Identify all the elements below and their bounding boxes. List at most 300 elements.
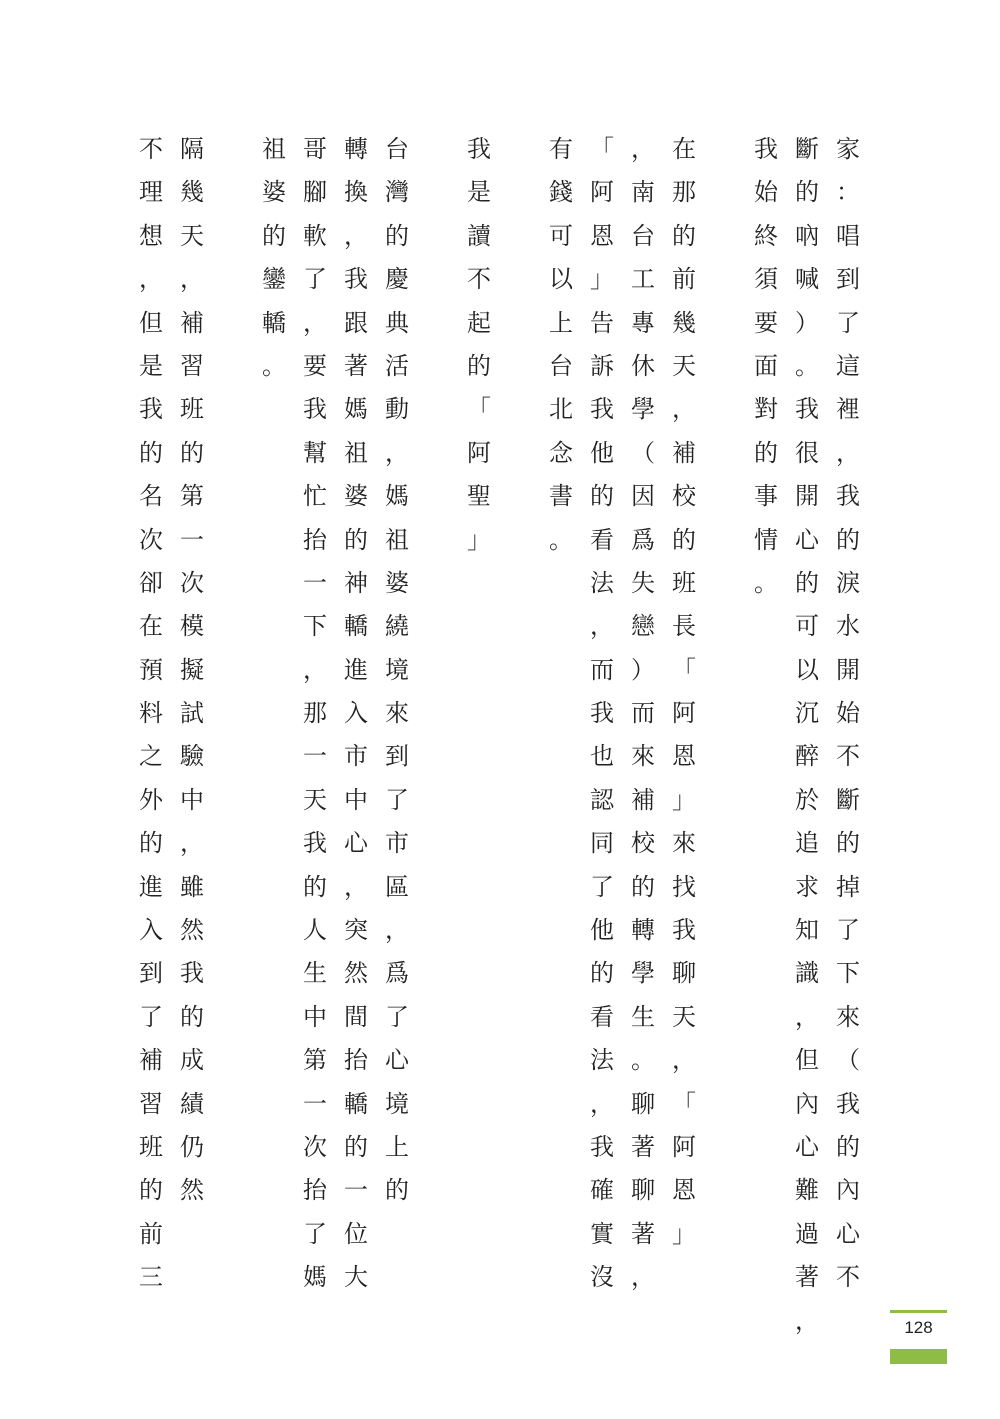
text-char: 起 bbox=[467, 308, 491, 337]
text-char: 驗 bbox=[180, 742, 204, 771]
text-char: 前 bbox=[672, 265, 696, 294]
text-char: ， bbox=[180, 829, 204, 858]
text-char: 生 bbox=[631, 1002, 655, 1031]
text-char: 「 bbox=[467, 395, 491, 424]
text-char: 要 bbox=[303, 351, 327, 380]
text-char: 次 bbox=[139, 525, 163, 554]
text-char: 的 bbox=[344, 525, 368, 554]
text-char: 幫 bbox=[303, 438, 327, 467]
text-char: 認 bbox=[590, 785, 614, 814]
text-char: 我 bbox=[590, 699, 614, 728]
text-char: ， bbox=[631, 135, 655, 163]
text-char: 祖 bbox=[344, 438, 368, 467]
text-char: 戀 bbox=[631, 612, 655, 641]
text-char: 難 bbox=[795, 1176, 819, 1205]
text-char: 在 bbox=[139, 612, 163, 641]
text-char: 我 bbox=[590, 1132, 614, 1161]
text-char: 幾 bbox=[180, 178, 204, 207]
text-column bbox=[254, 128, 294, 388]
text-char: 事 bbox=[754, 482, 778, 511]
page-number: 128 bbox=[904, 1318, 933, 1337]
text-char: ， bbox=[795, 1306, 819, 1335]
text-char: 卻 bbox=[139, 568, 163, 597]
text-char: 以 bbox=[549, 265, 573, 294]
text-char: 班 bbox=[672, 568, 696, 597]
text-char: 校 bbox=[672, 482, 696, 511]
text-char: 」 bbox=[672, 785, 696, 814]
text-char: 我 bbox=[467, 135, 491, 163]
text-char: 的 bbox=[836, 525, 860, 554]
text-char: 婆 bbox=[344, 482, 368, 511]
text-char: 有 bbox=[549, 135, 573, 163]
text-char: 了 bbox=[385, 785, 409, 814]
text-char: 求 bbox=[795, 872, 819, 901]
text-char: 境 bbox=[385, 655, 409, 684]
text-char: 看 bbox=[590, 1002, 614, 1031]
text-char: 專 bbox=[631, 308, 655, 337]
text-char: 入 bbox=[139, 916, 163, 945]
text-char: 間 bbox=[344, 1002, 368, 1031]
text-column bbox=[787, 128, 827, 1343]
text-char: 的 bbox=[303, 872, 327, 901]
text-char: 大 bbox=[344, 1263, 368, 1292]
text-char: 哥 bbox=[303, 135, 327, 163]
text-char: 實 bbox=[590, 1219, 614, 1248]
text-char: 一 bbox=[344, 1176, 368, 1205]
text-char: 找 bbox=[672, 872, 696, 901]
text-char: 天 bbox=[672, 1002, 696, 1031]
text-char: 跟 bbox=[344, 308, 368, 337]
text-char: 很 bbox=[795, 438, 819, 467]
text-char: 」 bbox=[590, 265, 614, 294]
text-char: 。 bbox=[262, 351, 286, 380]
text-char: 我 bbox=[139, 395, 163, 424]
text-char: ， bbox=[672, 1046, 696, 1075]
text-char: ， bbox=[672, 395, 696, 424]
text-char: 仍 bbox=[180, 1132, 204, 1161]
text-char: 區 bbox=[385, 872, 409, 901]
text-char: 成 bbox=[180, 1046, 204, 1075]
text-char: 著 bbox=[631, 1219, 655, 1248]
text-char: 阿 bbox=[467, 438, 491, 467]
text-char: 雖 bbox=[180, 872, 204, 901]
text-char: 的 bbox=[344, 1132, 368, 1161]
text-char: 因 bbox=[631, 482, 655, 511]
text-char: 始 bbox=[754, 178, 778, 207]
text-char: 恩 bbox=[672, 1176, 696, 1205]
text-char: 補 bbox=[139, 1046, 163, 1075]
text-char: 鑾 bbox=[262, 265, 286, 294]
text-char: 看 bbox=[590, 525, 614, 554]
text-char: 補 bbox=[180, 308, 204, 337]
text-char: 市 bbox=[344, 742, 368, 771]
text-char: 抬 bbox=[344, 1046, 368, 1075]
text-char: 轎 bbox=[344, 612, 368, 641]
text-char: 之 bbox=[139, 742, 163, 771]
text-char: 料 bbox=[139, 699, 163, 728]
text-char: 同 bbox=[590, 829, 614, 858]
text-char: 那 bbox=[672, 178, 696, 207]
text-char: 習 bbox=[180, 351, 204, 380]
text-char: 習 bbox=[139, 1089, 163, 1118]
text-char: 抬 bbox=[303, 525, 327, 554]
text-char: 書 bbox=[549, 482, 573, 511]
text-char: 淚 bbox=[836, 568, 860, 597]
text-char: 「 bbox=[672, 1089, 696, 1118]
text-char: 境 bbox=[385, 1089, 409, 1118]
text-char: 爲 bbox=[385, 959, 409, 988]
text-char: 典 bbox=[385, 308, 409, 337]
text-char: 擬 bbox=[180, 655, 204, 684]
text-char: 模 bbox=[180, 612, 204, 641]
text-char: 爲 bbox=[631, 525, 655, 554]
text-char: 。 bbox=[754, 568, 778, 597]
text-char: 南 bbox=[631, 178, 655, 207]
text-char: ， bbox=[836, 438, 860, 467]
text-char: 來 bbox=[385, 699, 409, 728]
text-char: （ bbox=[631, 438, 655, 467]
text-char: 也 bbox=[590, 742, 614, 771]
text-column bbox=[582, 128, 622, 1300]
text-char: 聖 bbox=[467, 482, 491, 511]
text-char: 。 bbox=[795, 351, 819, 380]
text-char: 吶 bbox=[795, 221, 819, 250]
text-char: 的 bbox=[467, 351, 491, 380]
text-char: 聊 bbox=[672, 959, 696, 988]
text-char: ） bbox=[795, 308, 819, 337]
text-char: 神 bbox=[344, 568, 368, 597]
text-char: 然 bbox=[344, 959, 368, 988]
text-column bbox=[746, 128, 786, 605]
text-char: 入 bbox=[344, 699, 368, 728]
text-char: ， bbox=[180, 265, 204, 294]
text-char: 的 bbox=[385, 221, 409, 250]
text-char: 的 bbox=[385, 1176, 409, 1205]
text-char: 轎 bbox=[344, 1089, 368, 1118]
text-char: 但 bbox=[139, 308, 163, 337]
text-char: 第 bbox=[180, 482, 204, 511]
text-char: 轎 bbox=[262, 308, 286, 337]
text-char: 補 bbox=[672, 438, 696, 467]
text-char: 內 bbox=[836, 1176, 860, 1205]
text-char: 台 bbox=[631, 221, 655, 250]
text-char: 北 bbox=[549, 395, 573, 424]
text-char: 我 bbox=[754, 135, 778, 163]
text-char: 著 bbox=[344, 351, 368, 380]
text-char: 的 bbox=[631, 872, 655, 901]
text-char: 我 bbox=[303, 395, 327, 424]
text-char: 抬 bbox=[303, 1176, 327, 1205]
text-char: 醉 bbox=[795, 742, 819, 771]
text-char: 裡 bbox=[836, 395, 860, 424]
text-char: 班 bbox=[180, 395, 204, 424]
text-char: 那 bbox=[303, 699, 327, 728]
text-char: 的 bbox=[139, 438, 163, 467]
text-column bbox=[664, 128, 704, 1256]
text-char: ： bbox=[836, 178, 860, 207]
text-column bbox=[459, 128, 499, 562]
text-char: 讀 bbox=[467, 221, 491, 250]
text-char: 市 bbox=[385, 829, 409, 858]
text-char: 學 bbox=[631, 959, 655, 988]
text-char: 腳 bbox=[303, 178, 327, 207]
text-char: 以 bbox=[795, 655, 819, 684]
text-char: 忙 bbox=[303, 482, 327, 511]
text-char: 到 bbox=[139, 959, 163, 988]
text-column bbox=[623, 128, 663, 1300]
text-char: 於 bbox=[795, 785, 819, 814]
text-char: 不 bbox=[836, 742, 860, 771]
text-char: 著 bbox=[795, 1263, 819, 1292]
text-char: ， bbox=[139, 265, 163, 294]
text-char: 灣 bbox=[385, 178, 409, 207]
text-char: 換 bbox=[344, 178, 368, 207]
text-char: 不 bbox=[139, 135, 163, 163]
page-number-top-rule bbox=[890, 1310, 947, 1313]
text-char: 我 bbox=[836, 482, 860, 511]
text-char: 我 bbox=[836, 1089, 860, 1118]
text-char: 繞 bbox=[385, 612, 409, 641]
text-char: 」 bbox=[672, 1219, 696, 1248]
text-char: 幾 bbox=[672, 308, 696, 337]
text-char: 轉 bbox=[344, 135, 368, 163]
text-char: ， bbox=[344, 872, 368, 901]
page-number-bar bbox=[890, 1349, 947, 1364]
text-char: 心 bbox=[795, 1132, 819, 1161]
text-char: 的 bbox=[180, 438, 204, 467]
text-char: 一 bbox=[303, 1089, 327, 1118]
text-char: ， bbox=[590, 612, 614, 641]
text-char: 理 bbox=[139, 178, 163, 207]
text-char: 了 bbox=[385, 1002, 409, 1031]
text-char: 了 bbox=[139, 1002, 163, 1031]
text-char: 他 bbox=[590, 916, 614, 945]
text-char: 天 bbox=[672, 351, 696, 380]
text-char: 台 bbox=[549, 351, 573, 380]
text-char: 軟 bbox=[303, 221, 327, 250]
text-char: 了 bbox=[303, 1219, 327, 1248]
text-char: 我 bbox=[672, 916, 696, 945]
text-char: 台 bbox=[385, 135, 409, 163]
text-char: 進 bbox=[344, 655, 368, 684]
text-char: 隔 bbox=[180, 135, 204, 163]
text-char: 一 bbox=[180, 525, 204, 554]
text-char: 人 bbox=[303, 916, 327, 945]
text-char: 然 bbox=[180, 1176, 204, 1205]
text-char: 斷 bbox=[795, 135, 819, 163]
text-char: 祖 bbox=[262, 135, 286, 163]
text-char: 我 bbox=[303, 829, 327, 858]
text-char: 天 bbox=[180, 221, 204, 250]
text-char: 來 bbox=[631, 742, 655, 771]
text-char: 法 bbox=[590, 1046, 614, 1075]
text-char: 績 bbox=[180, 1089, 204, 1118]
text-char: 他 bbox=[590, 438, 614, 467]
text-char: 然 bbox=[180, 916, 204, 945]
text-char: 的 bbox=[795, 178, 819, 207]
text-char: ， bbox=[385, 916, 409, 945]
text-char: 一 bbox=[303, 742, 327, 771]
text-char: 「 bbox=[672, 655, 696, 684]
text-char: ， bbox=[590, 1089, 614, 1118]
text-char: 來 bbox=[672, 829, 696, 858]
text-char: ， bbox=[795, 1002, 819, 1031]
text-char: 一 bbox=[303, 568, 327, 597]
text-char: 到 bbox=[836, 265, 860, 294]
text-char: 恩 bbox=[672, 742, 696, 771]
text-char: 中 bbox=[180, 785, 204, 814]
text-char: 活 bbox=[385, 351, 409, 380]
text-char: 下 bbox=[303, 612, 327, 641]
text-char: 。 bbox=[631, 1046, 655, 1075]
text-char: 三 bbox=[139, 1263, 163, 1292]
text-char: 追 bbox=[795, 829, 819, 858]
text-char: 是 bbox=[139, 351, 163, 380]
text-char: 我 bbox=[180, 959, 204, 988]
text-char: 轉 bbox=[631, 916, 655, 945]
text-char: 我 bbox=[590, 395, 614, 424]
text-char: 生 bbox=[303, 959, 327, 988]
text-char: 上 bbox=[385, 1132, 409, 1161]
text-char: 」 bbox=[467, 525, 491, 554]
text-char: ， bbox=[303, 655, 327, 684]
text-char: 補 bbox=[631, 785, 655, 814]
text-char: 次 bbox=[180, 568, 204, 597]
text-char: 動 bbox=[385, 395, 409, 424]
text-char: 預 bbox=[139, 655, 163, 684]
text-char: 。 bbox=[549, 525, 573, 554]
text-char: 下 bbox=[836, 959, 860, 988]
text-char: 斷 bbox=[836, 785, 860, 814]
text-char: 的 bbox=[139, 1176, 163, 1205]
text-column bbox=[828, 128, 868, 1300]
text-char: 沉 bbox=[795, 699, 819, 728]
text-char: 但 bbox=[795, 1046, 819, 1075]
text-char: 天 bbox=[303, 785, 327, 814]
text-char: 想 bbox=[139, 221, 163, 250]
text-char: 不 bbox=[836, 1263, 860, 1292]
text-char: 名 bbox=[139, 482, 163, 511]
text-char: 開 bbox=[795, 482, 819, 511]
page-number-box bbox=[890, 1310, 947, 1364]
text-char: 訴 bbox=[590, 351, 614, 380]
text-column bbox=[377, 128, 417, 1213]
text-char: 不 bbox=[467, 265, 491, 294]
text-char: 終 bbox=[754, 221, 778, 250]
text-char: 媽 bbox=[344, 395, 368, 424]
text-char: 進 bbox=[139, 872, 163, 901]
text-char: 的 bbox=[590, 482, 614, 511]
text-char: 要 bbox=[754, 308, 778, 337]
text-char: 的 bbox=[590, 959, 614, 988]
text-char: 是 bbox=[467, 178, 491, 207]
text-char: 聊 bbox=[631, 1089, 655, 1118]
text-char: 識 bbox=[795, 959, 819, 988]
text-char: 我 bbox=[795, 395, 819, 424]
text-char: 媽 bbox=[385, 482, 409, 511]
text-char: ， bbox=[385, 438, 409, 467]
text-char: 告 bbox=[590, 308, 614, 337]
text-char: ， bbox=[631, 1263, 655, 1292]
text-char: 內 bbox=[795, 1089, 819, 1118]
text-char: 阿 bbox=[672, 1132, 696, 1161]
text-char: 第 bbox=[303, 1046, 327, 1075]
text-char: 心 bbox=[795, 525, 819, 554]
text-char: ， bbox=[303, 308, 327, 337]
text-char: 掉 bbox=[836, 872, 860, 901]
text-char: 班 bbox=[139, 1132, 163, 1161]
text-char: 前 bbox=[139, 1219, 163, 1248]
text-char: 著 bbox=[631, 1132, 655, 1161]
text-char: 來 bbox=[836, 1002, 860, 1031]
text-char: 的 bbox=[836, 829, 860, 858]
text-char: 上 bbox=[549, 308, 573, 337]
text-char: （ bbox=[836, 1046, 860, 1075]
text-char: 心 bbox=[836, 1219, 860, 1248]
text-char: 唱 bbox=[836, 221, 860, 250]
text-char: 錢 bbox=[549, 178, 573, 207]
text-char: 心 bbox=[385, 1046, 409, 1075]
text-char: 須 bbox=[754, 265, 778, 294]
text-char: ） bbox=[631, 655, 655, 684]
text-char: 中 bbox=[344, 785, 368, 814]
text-char: 失 bbox=[631, 568, 655, 597]
text-char: 中 bbox=[303, 1002, 327, 1031]
text-char: 的 bbox=[180, 1002, 204, 1031]
text-char: 了 bbox=[836, 916, 860, 945]
text-char: 開 bbox=[836, 655, 860, 684]
text-char: 試 bbox=[180, 699, 204, 728]
text-char: 家 bbox=[836, 135, 860, 163]
text-char: 媽 bbox=[303, 1263, 327, 1292]
text-char: 了 bbox=[836, 308, 860, 337]
text-char: 知 bbox=[795, 916, 819, 945]
text-char: 的 bbox=[262, 221, 286, 250]
text-char: 的 bbox=[672, 221, 696, 250]
text-char: 法 bbox=[590, 568, 614, 597]
text-char: 到 bbox=[385, 742, 409, 771]
text-char: 長 bbox=[672, 612, 696, 641]
text-char: 學 bbox=[631, 395, 655, 424]
text-char: 水 bbox=[836, 612, 860, 641]
text-char: 婆 bbox=[385, 568, 409, 597]
text-char: 的 bbox=[754, 438, 778, 467]
text-char: 過 bbox=[795, 1219, 819, 1248]
text-char: 而 bbox=[590, 655, 614, 684]
text-char: 的 bbox=[836, 1132, 860, 1161]
text-char: 沒 bbox=[590, 1263, 614, 1292]
text-column bbox=[336, 128, 376, 1300]
text-char: 心 bbox=[344, 829, 368, 858]
text-char: 「 bbox=[590, 135, 614, 163]
text-char: 位 bbox=[344, 1219, 368, 1248]
text-char: 喊 bbox=[795, 265, 819, 294]
text-char: 了 bbox=[590, 872, 614, 901]
text-char: 而 bbox=[631, 699, 655, 728]
text-char: 阿 bbox=[672, 699, 696, 728]
text-char: 恩 bbox=[590, 221, 614, 250]
text-char: 面 bbox=[754, 351, 778, 380]
text-char: 的 bbox=[139, 829, 163, 858]
text-char: 突 bbox=[344, 916, 368, 945]
text-char: 聊 bbox=[631, 1176, 655, 1205]
text-char: 這 bbox=[836, 351, 860, 380]
text-char: 的 bbox=[795, 568, 819, 597]
text-char: 阿 bbox=[590, 178, 614, 207]
text-char: 確 bbox=[590, 1176, 614, 1205]
text-char: 婆 bbox=[262, 178, 286, 207]
text-char: 休 bbox=[631, 351, 655, 380]
